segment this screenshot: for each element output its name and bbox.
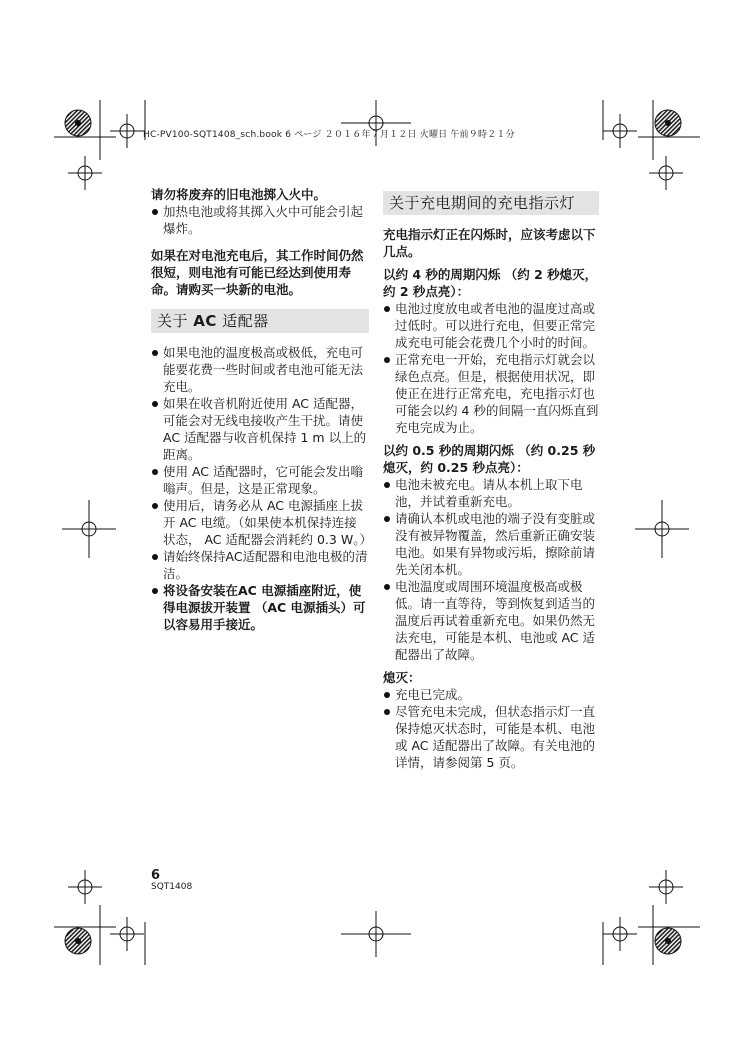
crosshair-icon [62, 500, 116, 558]
list-item: 电池温度或周围环境温度极高或极低。请一直等待，等到恢复到适当的温度后再试着重新充电。如果仍然无法充电，可能是本机、电池或 AC 适配器出了故障。 [383, 578, 599, 663]
charging-indicator-section-title: 关于充电期间的充电指示灯 [383, 191, 599, 215]
warning-list [151, 203, 369, 237]
list-item: 正常充电一开始，充电指示灯就会以绿色点亮。但是，根据使用状况，即使正在进行正常充电，充电指示灯也可能会以约 4 秒的间隔一直闪烁直到充电完成为止。 [383, 351, 599, 436]
crosshair-icon [649, 870, 683, 904]
list-item: 如果电池的温度极高或极低，充电可能要花费一些时间或者电池可能无法充电。 [151, 344, 369, 395]
group-list [383, 300, 599, 436]
warning-title: 请勿将废弃的旧电池掷入火中。 [151, 187, 327, 202]
left-column [151, 186, 372, 639]
list-item: 使用后，请务必从 AC 电源插座上拔开 AC 电缆。（如果使本机保持连接状态， AC 适配器会消耗约 0.3 W。） [151, 497, 369, 548]
list-item: 电池未被充电。请从本机上取下电池，并试着重新充电。 [383, 476, 599, 510]
ac-adapter-section-title: 关于 AC 适配器 [151, 309, 369, 333]
list-item: 请确认本机或电池的端子没有变脏或没有被异物覆盖，然后重新正确安装电池。如果有异物或污垢，擦除前请先关闭本机。 [383, 510, 599, 578]
group-heading: 以约 4 秒的周期闪烁 （约 2 秒熄灭，约 2 秒点亮）： [383, 267, 598, 299]
crosshair-icon [110, 917, 144, 951]
list-item: 如果在收音机附近使用 AC 适配器，可能会对无线电接收产生干扰。请使 AC 适配器与收音机保持 1 m 以上的距离。 [151, 395, 369, 463]
crosshair-icon [603, 114, 637, 148]
list-item: 电池过度放电或者电池的温度过高或过低时。可以进行充电，但要正常完成充电可能会花费几个小时的时间。 [383, 300, 599, 351]
page-number: 6 [151, 868, 161, 883]
ac-adapter-list [151, 344, 372, 633]
crosshair-icon [68, 156, 102, 190]
crosshair-icon [68, 870, 102, 904]
list-item: 使用 AC 适配器时，它可能会发出嗡嗡声。但是，这是正常现象。 [151, 463, 369, 497]
list-item: 尽管充电未完成，但状态指示灯一直保持熄灭状态时，可能是本机、电池或 AC 适配器出了故障。有关电池的详情，请参阅第 5 页。 [383, 703, 599, 771]
corner-target-icon [655, 110, 681, 136]
list-item: 将设备安装在AC 电源插座附近，使得电源拔开装置 （AC 电源插头）可以容易用手接近。 [151, 582, 369, 633]
corner-target-icon [655, 928, 681, 954]
corner-target-icon [65, 110, 91, 136]
battery-life-note: 如果在对电池充电后，其工作时间仍然很短，则电池有可能已经达到使用寿命。请购买一块新的电池。 [151, 248, 364, 297]
intro-text: 充电指示灯正在闪烁时，应该考虑以下几点。 [383, 227, 596, 259]
list-item: 充电已完成。 [383, 686, 599, 703]
group-heading: 以约 0.5 秒的周期闪烁 （约 0.25 秒熄灭，约 0.25 秒点亮）： [383, 443, 596, 475]
list-item: 加热电池或将其掷入火中可能会引起爆炸。 [151, 203, 369, 237]
group-list [383, 476, 599, 663]
file-info-header: HC-PV100-SQT1408_sch.book 6 ページ ２０１６年７月１２日 火曜日 午前９時２１分 [143, 130, 515, 140]
right-column [383, 191, 599, 777]
group-heading: 熄灭： [383, 670, 421, 685]
group-list [383, 686, 599, 771]
crosshair-icon [341, 911, 411, 957]
crosshair-icon [649, 156, 683, 190]
model-code: SQT1408 [151, 882, 193, 892]
crosshair-icon [603, 917, 637, 951]
corner-target-icon [65, 928, 91, 954]
list-item: 请始终保持AC适配器和电池电极的清洁。 [151, 548, 369, 582]
crosshair-icon [635, 500, 689, 558]
crosshair-icon [110, 114, 144, 148]
